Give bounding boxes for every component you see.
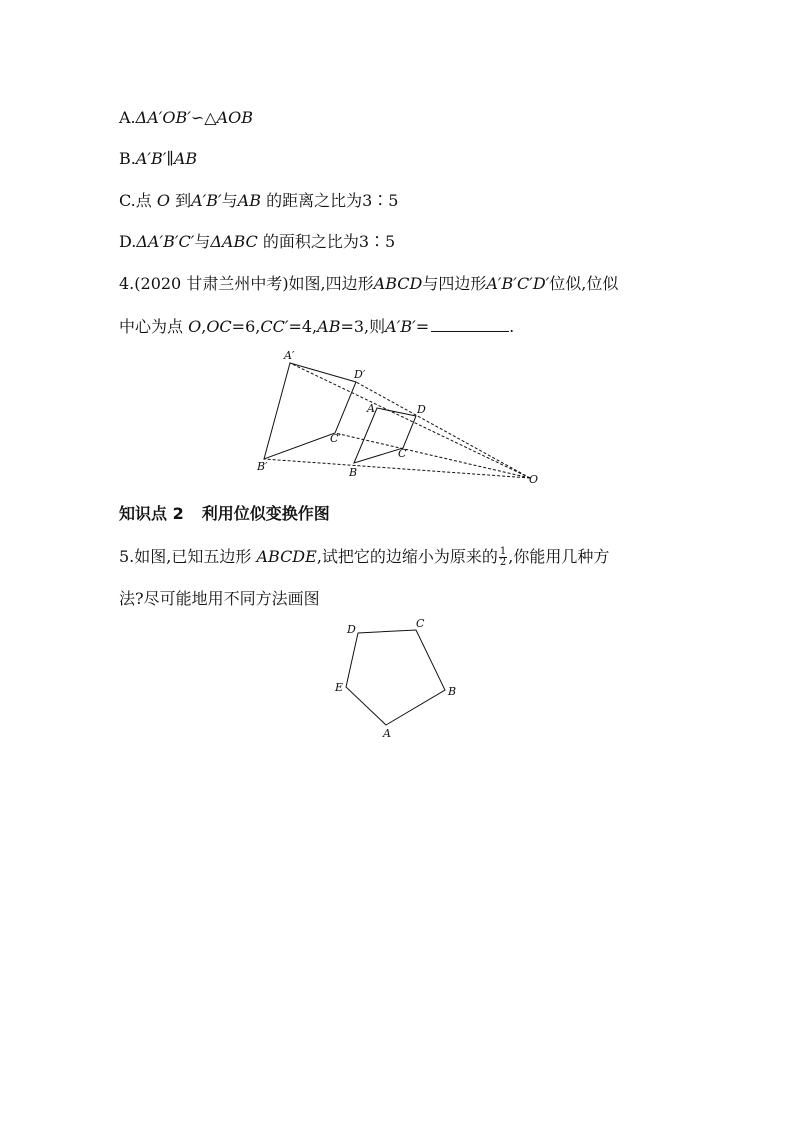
label-ap: A′ (284, 349, 295, 362)
option-b-text: A′B′∥AB (135, 149, 198, 168)
pentagon-abcde (346, 630, 445, 725)
option-c-var-apbp: A′B′ (191, 191, 222, 210)
option-c-text-1: 点 (135, 191, 157, 210)
ray-o-dp (356, 382, 530, 478)
q4-text-eq: = (415, 317, 430, 336)
label-pentagon-e: E (335, 681, 344, 694)
option-b-prefix: B. (119, 149, 136, 168)
section-heading (119, 503, 330, 525)
option-a-prefix: A. (119, 108, 136, 127)
quadrilateral-apbpcpdp (264, 363, 356, 459)
option-c-text-3: 与 (221, 191, 238, 210)
option-c (119, 190, 398, 212)
option-d (119, 231, 395, 253)
q5-text-1: 5.如图,已知五边形 (119, 547, 257, 566)
label-b: B (349, 466, 358, 479)
question-4-line-1 (119, 273, 618, 295)
option-c-var-ab: AB (237, 191, 261, 210)
question-4-line-2 (119, 316, 514, 338)
label-pentagon-c: C (416, 617, 425, 630)
label-a: A (367, 402, 375, 415)
q4-text-3: 位似,位似 (549, 274, 619, 293)
fraction-denominator: 2 (499, 557, 507, 568)
label-pentagon-a: A (383, 727, 391, 740)
q5-var-abcde: ABCDE (256, 547, 317, 566)
q4-var-ab: AB (317, 317, 341, 336)
option-c-text-2: 到 (169, 191, 192, 210)
q4-text-ccp: =4, (288, 317, 318, 336)
q4-var-abcd: ABCD (373, 274, 423, 293)
q4-var-ccp: CC′ (260, 317, 289, 336)
option-d-text-1: 与 (194, 232, 211, 251)
label-o: O (529, 473, 539, 486)
option-a-text: ΔA′OB′∽△AOB (135, 108, 254, 127)
q4-comma: , (201, 317, 207, 336)
question-5-line-1 (119, 546, 609, 568)
fraction-one-half (499, 547, 507, 568)
section-label: 知识点 2 (119, 504, 184, 523)
label-cp: C′ (330, 432, 341, 445)
fraction-numerator: 1 (499, 546, 507, 557)
q4-text-1: 4.(2020 甘肃兰州中考)如图,四边形 (119, 274, 374, 293)
q4-text-2: 与四边形 (422, 274, 487, 293)
label-pentagon-b: B (448, 685, 457, 698)
section-title: 利用位似变换作图 (201, 504, 330, 523)
option-c-prefix: C. (119, 191, 136, 210)
label-dp: D′ (354, 368, 366, 381)
q4-text-oc: =6, (231, 317, 261, 336)
label-c: C (398, 447, 407, 460)
q5-text-3: ,你能用几种方 (508, 547, 610, 566)
label-pentagon-d: D (347, 623, 356, 636)
q4-var-oc: OC (206, 317, 232, 336)
q4-text-ab: =3,则 (340, 317, 386, 336)
option-d-var-1: ΔA′B′C′ (136, 232, 195, 251)
q4-text-4: 中心为点 (119, 317, 189, 336)
label-d: D (417, 403, 426, 416)
answer-blank[interactable] (431, 317, 509, 332)
label-bp: B′ (257, 460, 268, 473)
q5-text-2: ,试把它的边缩小为原来的 (316, 547, 498, 566)
option-a (119, 107, 253, 129)
q4-period: . (509, 317, 515, 336)
q4-var-apbp: A′B′ (385, 317, 416, 336)
q4-var-apbpcpdp: A′B′C′D′ (486, 274, 550, 293)
question-5-line-2 (119, 588, 320, 610)
option-c-var-o: O (156, 191, 170, 210)
option-b (119, 148, 197, 170)
figure-pentagon (330, 615, 465, 740)
option-c-text-4: 的距离之比为3∶5 (260, 191, 399, 210)
option-d-text-2: 的面积之比为3∶5 (257, 232, 396, 251)
option-d-prefix: D. (119, 232, 137, 251)
ray-o-ap (290, 363, 530, 478)
option-d-var-2: ΔABC (210, 232, 258, 251)
q5-text-4: 法?尽可能地用不同方法画图 (119, 589, 320, 608)
q4-var-o: O (188, 317, 202, 336)
quadrilateral-abcd (354, 408, 416, 463)
figure-homothety-quadrilaterals (250, 345, 550, 490)
